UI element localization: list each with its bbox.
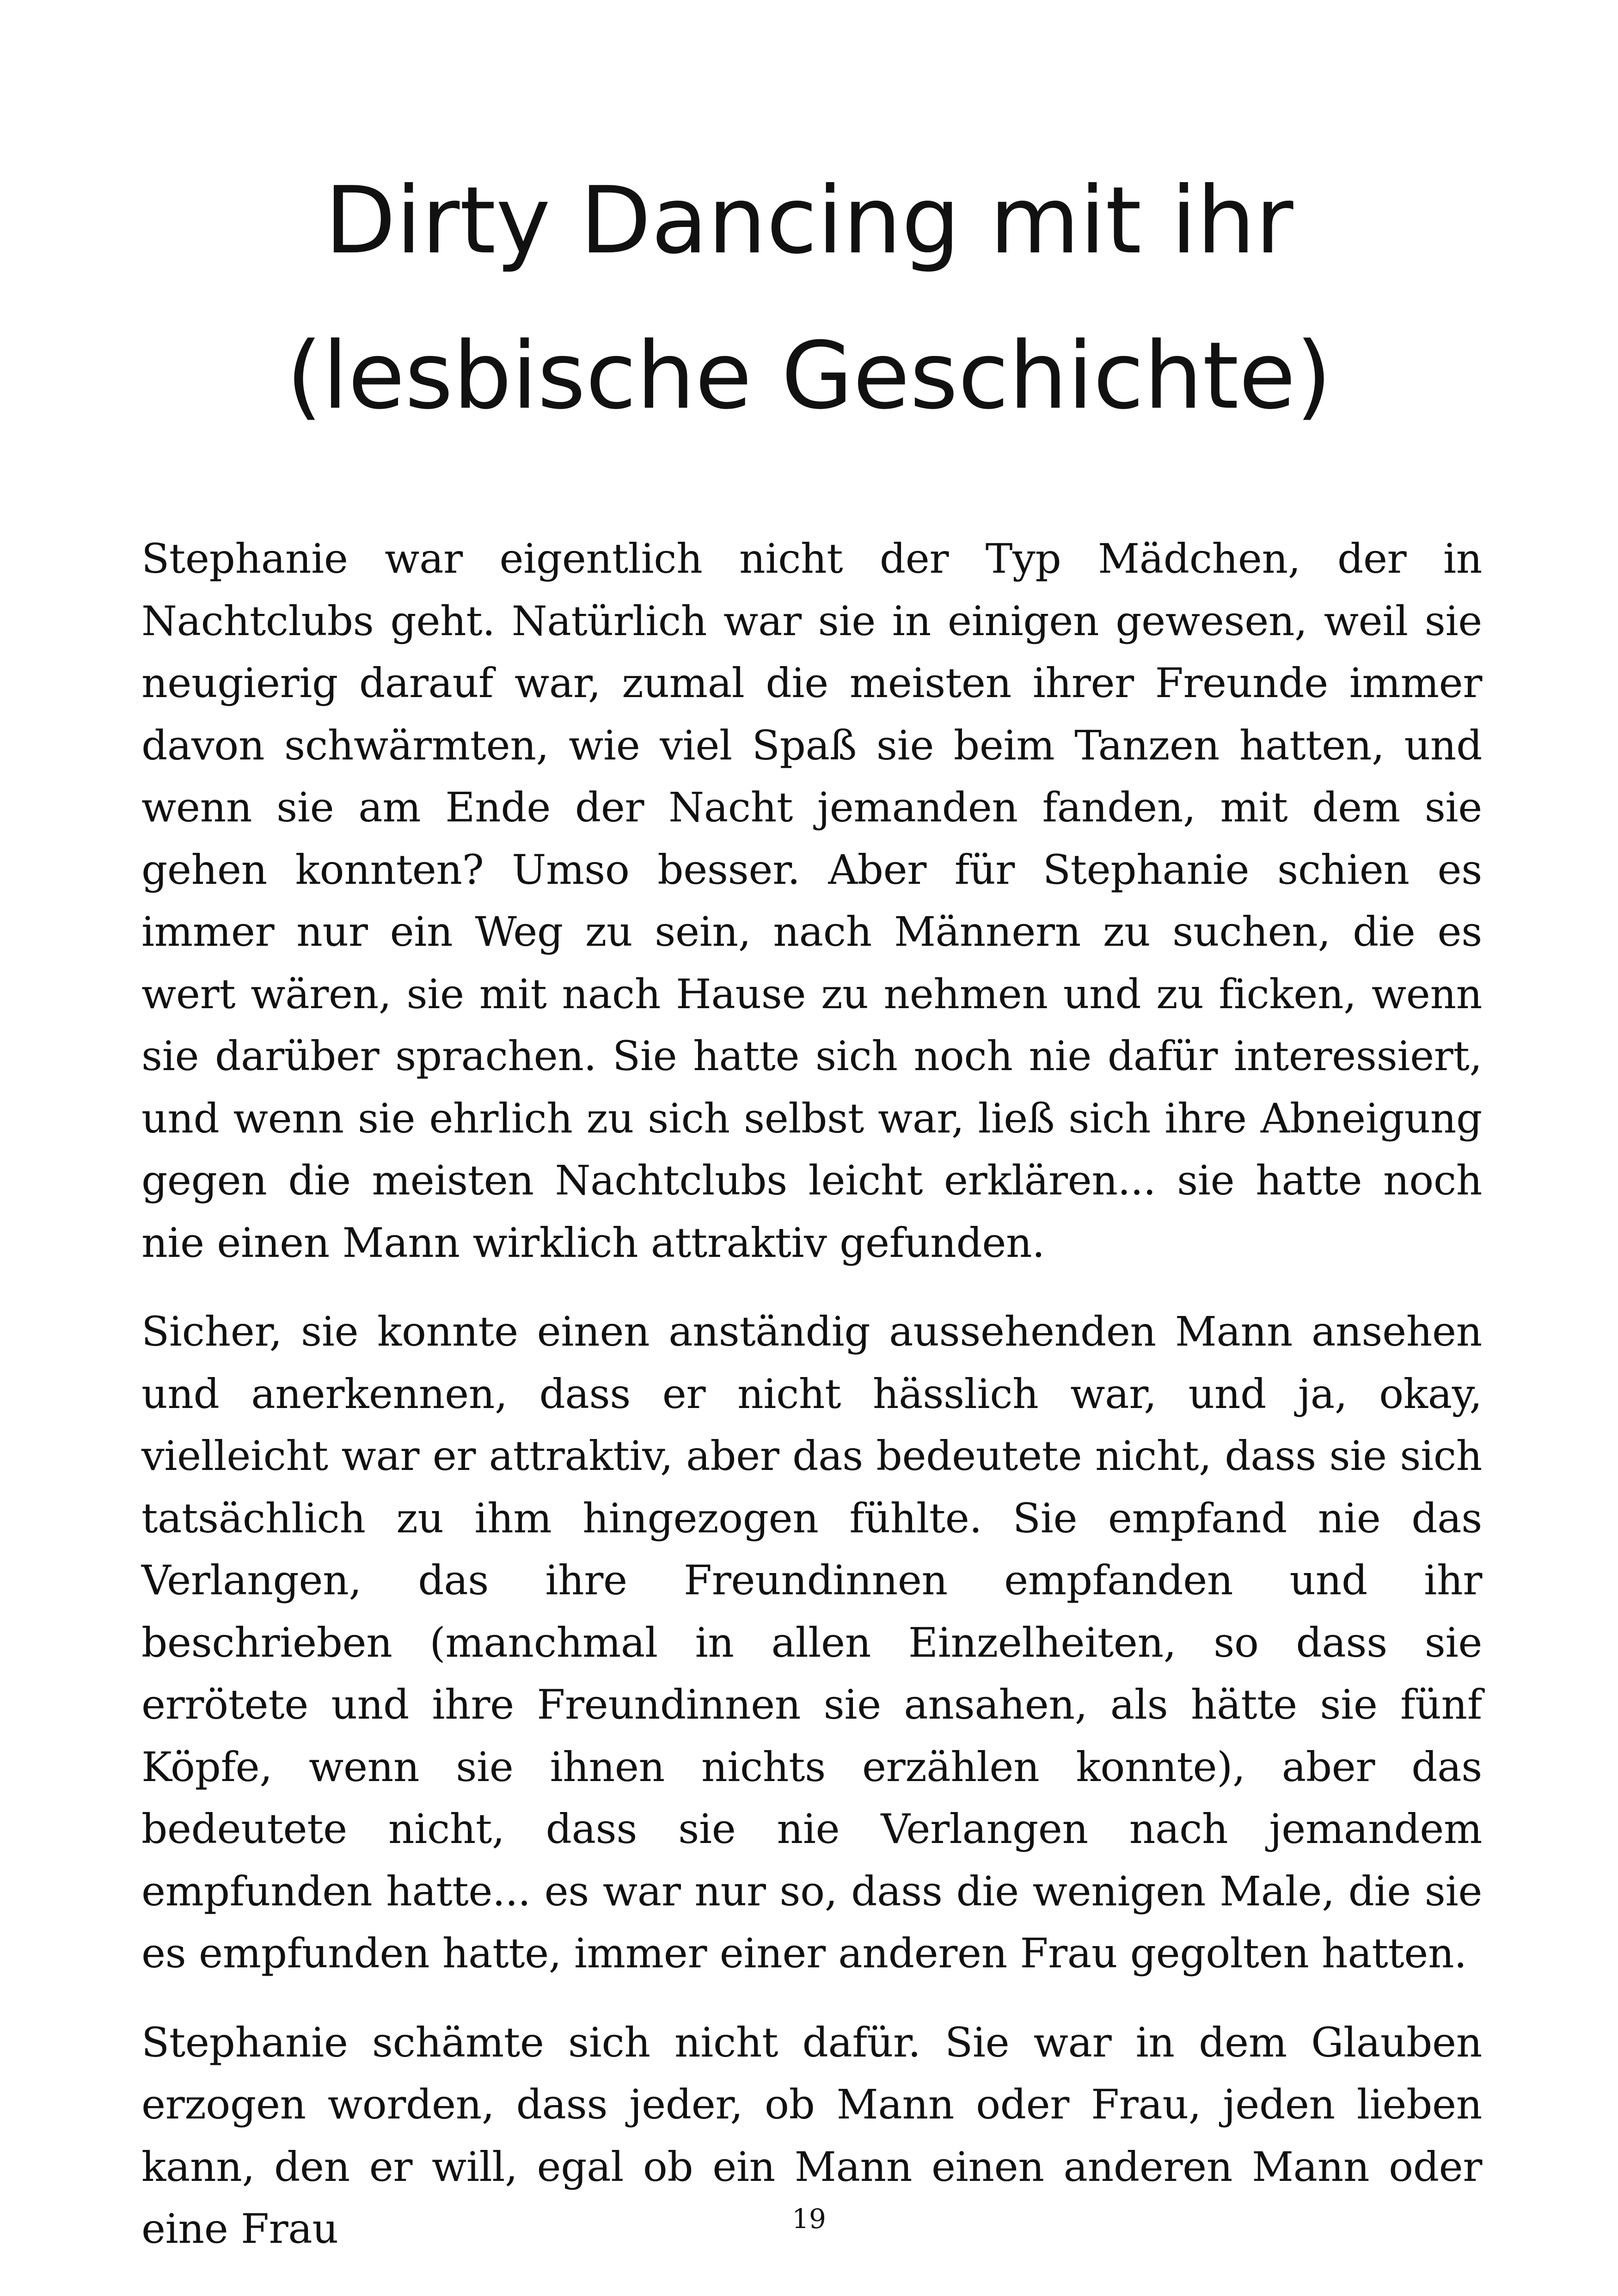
chapter-title-line-2: (lesbische Geschichte) xyxy=(286,322,1332,430)
chapter-title xyxy=(231,143,1387,454)
paragraph-2: Sicher, sie konnte einen anständig aussehenden Mann ansehen und anerkennen, dass er nicht hässlich war, und ja, okay, vielleicht war er attraktiv, aber das bedeutete nicht, dass sie sich tatsächlich zu ihm hingezogen fühlte. Sie empfand nie das Verlangen, das ihre Freundinnen empfanden und ihr beschrieben (manchmal in allen Einzelheiten, so dass sie errötete und ihre Freundinnen sie ansahen, als hätte sie fünf Köpfe, wenn sie ihnen nichts erzählen konnte), aber das bedeutete nicht, dass sie nie Verlangen nach jemandem empfunden hatte... es war nur so, dass die wenigen Male, die sie es empfunden hatte, immer einer anderen Frau gegolten hatten. xyxy=(141,1308,1482,1977)
page-number: 19 xyxy=(792,2203,826,2235)
body-text xyxy=(141,528,1482,2287)
paragraph-3: Stephanie schämte sich nicht dafür. Sie war in dem Glauben erzogen worden, dass jeder, ob Mann oder Frau, jeden lieben kann, den er will, egal ob ein Mann einen anderen Mann oder eine Frau xyxy=(141,2018,1482,2253)
chapter-title-line-1: Dirty Dancing mit ihr xyxy=(325,167,1293,275)
paragraph-1: Stephanie war eigentlich nicht der Typ Mädchen, der in Nachtclubs geht. Natürlich war sie in einigen gewesen, weil sie neugierig darauf war, zumal die meisten ihrer Freunde immer davon schwärmten, wie viel Spaß sie beim Tanzen hatten, und wenn sie am Ende der Nacht jemanden fanden, mit dem sie gehen konnten? Umso besser. Aber für Stephanie schien es immer nur ein Weg zu sein, nach Männern zu suchen, die es wert wären, sie mit nach Hause zu nehmen und zu ficken, wenn sie darüber sprachen. Sie hatte sich noch nie dafür interessiert, und wenn sie ehrlich zu sich selbst war, ließ sich ihre Abneigung gegen die meisten Nachtclubs leicht erklären... sie hatte noch nie einen Mann wirklich attraktiv gefunden. xyxy=(141,535,1482,1267)
